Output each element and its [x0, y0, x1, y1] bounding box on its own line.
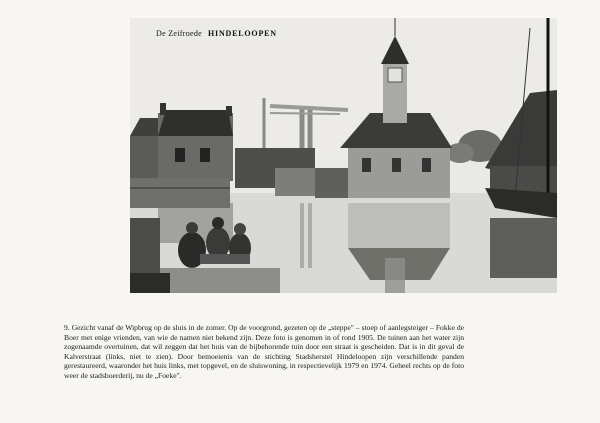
photo-caption-prefix: De Zeifroede: [156, 29, 203, 38]
caption-paragraph: 9. Gezicht vanaf de Wipbrug op de sluis in de zomer. Op de voorgrond, gezeten op de „steppe" – stoep of aanlegsteiger – Fokke de Boer met enige vrienden, van wie de namen niet bekend zijn. Deze foto is genomen in of rond 1905. De tuinen aan het water zijn zogenaamde overtuinen, dat wil zeggen dat het huis van de bijbehorende tuin door een straat is gescheiden. Dat is in dit geval de Kalverstraat (links, niet te zien). Door bemoeienis van de stichting Stadsherstel Hindeloopen zijn verschillende panden gerestaureerd, waaronder het huis links, met topgevel, en de sluiswoning, in respectievelijk 1979 en 1974. Geheel rechts op de foto weer de stadsboerderij, nu de „Foeke".: [64, 323, 464, 380]
photo-caption: [156, 29, 277, 38]
caption-text-block: [64, 323, 464, 381]
historic-photo: [130, 18, 557, 293]
photo-caption-town: HINDELOOPEN: [208, 29, 277, 38]
photo-illustration: [130, 18, 557, 293]
